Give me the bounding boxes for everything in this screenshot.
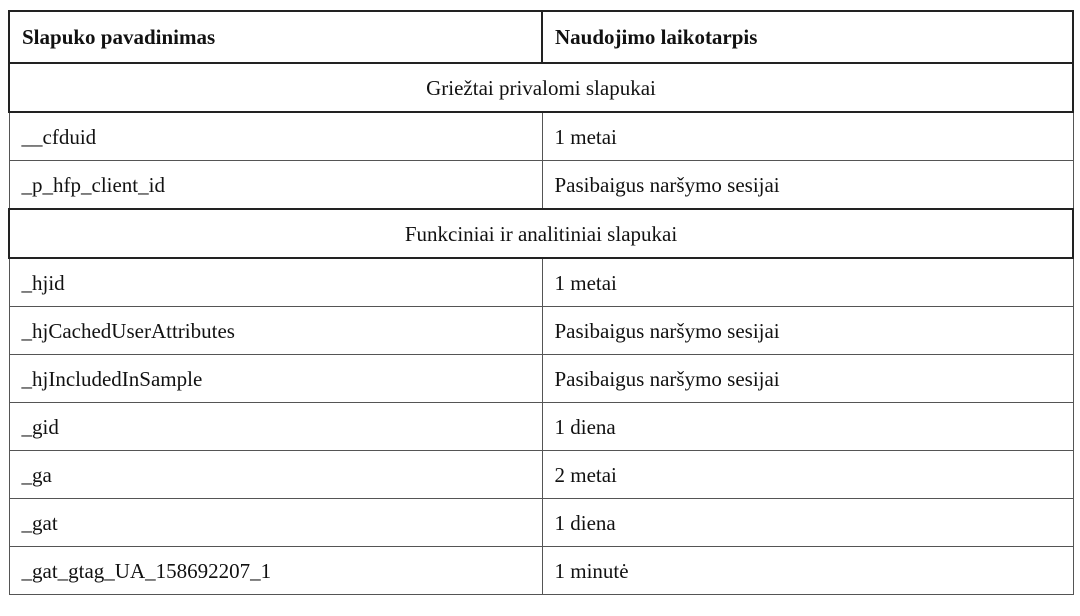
table-header [9, 11, 1073, 63]
table-row [9, 451, 1073, 499]
header-row [9, 11, 1073, 63]
cookie-name-cell: _gat [9, 499, 542, 547]
section-title: Griežtai privalomi slapukai [9, 63, 1073, 112]
section-row-strictly-necessary [9, 63, 1073, 112]
section-title: Funkciniai ir analitiniai slapukai [9, 209, 1073, 258]
section-row-functional-analytics [9, 209, 1073, 258]
cookie-name-cell: _ga [9, 451, 542, 499]
usage-period-cell: Pasibaigus naršymo sesijai [542, 307, 1073, 355]
table-row [9, 403, 1073, 451]
usage-period-cell: 1 minutė [542, 547, 1073, 595]
cookie-name-cell: _hjCachedUserAttributes [9, 307, 542, 355]
cookie-name-cell: __cfduid [9, 112, 542, 161]
cookie-name-cell: _p_hfp_client_id [9, 161, 542, 210]
table-row [9, 161, 1073, 210]
table-row [9, 499, 1073, 547]
table-row [9, 355, 1073, 403]
table-row [9, 258, 1073, 307]
table-row [9, 547, 1073, 595]
usage-period-cell: 1 diena [542, 499, 1073, 547]
cookie-name-cell: _hjIncludedInSample [9, 355, 542, 403]
table-row [9, 112, 1073, 161]
usage-period-cell: 1 metai [542, 112, 1073, 161]
usage-period-cell: 1 diena [542, 403, 1073, 451]
cookie-name-cell: _gat_gtag_UA_158692207_1 [9, 547, 542, 595]
table-row [9, 307, 1073, 355]
cookie-table [8, 10, 1074, 595]
usage-period-cell: 1 metai [542, 258, 1073, 307]
usage-period-cell: Pasibaigus naršymo sesijai [542, 161, 1073, 210]
table-body [9, 63, 1073, 595]
usage-period-cell: 2 metai [542, 451, 1073, 499]
cookie-name-cell: _gid [9, 403, 542, 451]
column-header-usage-period: Naudojimo laikotarpis [542, 11, 1073, 63]
cookie-name-cell: _hjid [9, 258, 542, 307]
usage-period-cell: Pasibaigus naršymo sesijai [542, 355, 1073, 403]
column-header-cookie-name: Slapuko pavadinimas [9, 11, 542, 63]
